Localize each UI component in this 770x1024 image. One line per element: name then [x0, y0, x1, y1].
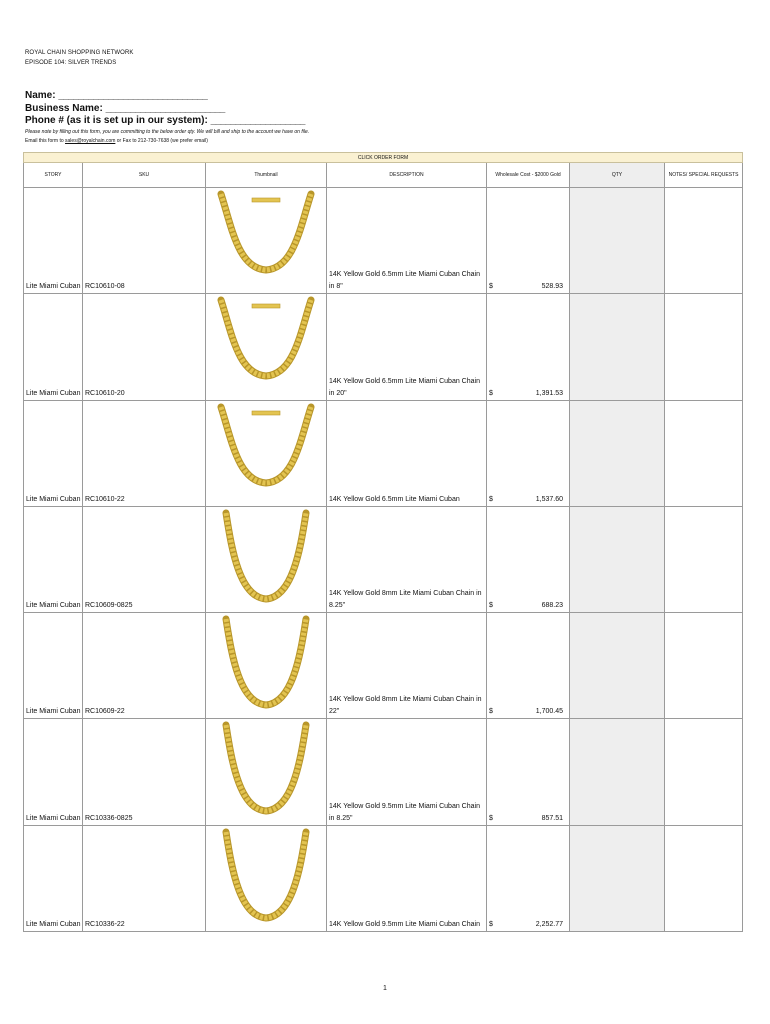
table-row	[24, 400, 743, 506]
currency-symbol: $	[489, 602, 493, 610]
chain-thumbnail-image	[206, 401, 327, 507]
chain-thumbnail-image	[206, 719, 327, 825]
thumbnail-cell	[206, 294, 327, 400]
business-name-blank[interactable]: ________________________	[105, 102, 225, 114]
sku-cell: RC10610-08	[83, 188, 206, 294]
qty-input-cell[interactable]	[570, 719, 665, 825]
story-cell: Lite Miami Cuban	[24, 400, 83, 506]
qty-input-cell[interactable]	[570, 188, 665, 294]
qty-input-cell[interactable]	[570, 613, 665, 719]
cost-value: 528.93	[541, 283, 563, 291]
currency-symbol: $	[489, 814, 493, 822]
description-cell: 14K Yellow Gold 6.5mm Lite Miami Cuban Chain in 20"	[327, 294, 487, 400]
phone-field[interactable]	[25, 115, 305, 128]
document-header	[25, 48, 133, 68]
table-title-row	[24, 153, 743, 163]
phone-blank[interactable]: ___________________	[210, 115, 305, 126]
description-cell: 14K Yellow Gold 6.5mm Lite Miami Cuban	[327, 400, 487, 506]
email-link[interactable]: sales@royalchain.com	[65, 138, 116, 144]
cost-value: 857.51	[541, 814, 563, 822]
cost-cell	[487, 294, 570, 400]
chain-thumbnail-image	[206, 188, 327, 294]
cost-cell	[487, 719, 570, 825]
currency-symbol: $	[489, 921, 493, 929]
page-number: 1	[383, 985, 387, 992]
notes-input-cell[interactable]	[665, 719, 743, 825]
thumbnail-cell	[206, 825, 327, 931]
notes-input-cell[interactable]	[665, 294, 743, 400]
order-instructions	[25, 128, 309, 146]
description-cell: 14K Yellow Gold 9.5mm Lite Miami Cuban Chain	[327, 825, 487, 931]
description-cell: 14K Yellow Gold 8mm Lite Miami Cuban Chain in 22"	[327, 613, 487, 719]
cost-cell	[487, 825, 570, 931]
thumbnail-cell	[206, 613, 327, 719]
email-prefix: Email this form to	[25, 138, 66, 144]
currency-symbol: $	[489, 495, 493, 503]
qty-input-cell[interactable]	[570, 400, 665, 506]
story-cell: Lite Miami Cuban	[24, 825, 83, 931]
qty-input-cell[interactable]	[570, 506, 665, 612]
sku-cell: RC10610-22	[83, 400, 206, 506]
column-header-sku: SKU	[83, 163, 206, 188]
chain-thumbnail-image	[206, 826, 327, 932]
thumbnail-cell	[206, 506, 327, 612]
thumbnail-cell	[206, 188, 327, 294]
description-cell: 14K Yellow Gold 6.5mm Lite Miami Cuban Chain in 8"	[327, 188, 487, 294]
cost-value: 688.23	[541, 602, 563, 610]
network-name: ROYAL CHAIN SHOPPING NETWORK	[25, 50, 134, 56]
bracelet-clasp-icon	[252, 304, 280, 308]
cost-cell	[487, 188, 570, 294]
thumbnail-cell	[206, 400, 327, 506]
cost-cell	[487, 506, 570, 612]
thumbnail-cell	[206, 719, 327, 825]
chain-thumbnail-image	[206, 507, 327, 613]
episode-title: EPISODE 104: SILVER TRENDS	[25, 60, 117, 66]
cost-value: 1,537.60	[535, 495, 563, 503]
email-instructions	[25, 137, 309, 146]
commitment-note: Please note by filling out this form, you are committing to the below order qty. We will bill and ship to the account we have on file.	[25, 129, 310, 135]
notes-input-cell[interactable]	[665, 506, 743, 612]
currency-symbol: $	[489, 708, 493, 716]
name-field[interactable]	[25, 90, 305, 103]
cost-cell	[487, 613, 570, 719]
chain-thumbnail-image	[206, 294, 327, 400]
table-header-row	[24, 163, 743, 188]
notes-input-cell[interactable]	[665, 613, 743, 719]
sku-cell: RC10610-20	[83, 294, 206, 400]
cost-value: 1,391.53	[535, 389, 563, 397]
column-header-description: DESCRIPTION	[327, 163, 487, 188]
story-cell: Lite Miami Cuban	[24, 506, 83, 612]
email-suffix: or Fax to 212-730-7638 (we prefer email)	[115, 138, 208, 144]
order-table	[23, 152, 743, 932]
description-cell: 14K Yellow Gold 9.5mm Lite Miami Cuban Chain in 8.25"	[327, 719, 487, 825]
sku-cell: RC10609-22	[83, 613, 206, 719]
column-header-cost: Wholesale Cost - $2000 Gold	[487, 163, 570, 188]
sku-cell: RC10336-0825	[83, 719, 206, 825]
column-header-story: STORY	[24, 163, 83, 188]
qty-input-cell[interactable]	[570, 294, 665, 400]
currency-symbol: $	[489, 389, 493, 397]
sku-cell: RC10336-22	[83, 825, 206, 931]
table-title: CLICK ORDER FORM	[24, 153, 743, 163]
table-row	[24, 188, 743, 294]
customer-info-form	[25, 90, 305, 128]
bracelet-clasp-icon	[252, 198, 280, 202]
cost-value: 2,252.77	[535, 921, 563, 929]
notes-input-cell[interactable]	[665, 400, 743, 506]
table-row	[24, 506, 743, 612]
table-row	[24, 719, 743, 825]
bracelet-clasp-icon	[252, 411, 280, 415]
column-header-thumbnail: Thumbnail	[206, 163, 327, 188]
currency-symbol: $	[489, 283, 493, 291]
business-name-field[interactable]	[25, 103, 305, 116]
name-blank[interactable]: ______________________________	[58, 90, 208, 101]
description-cell: 14K Yellow Gold 8mm Lite Miami Cuban Chain in 8.25"	[327, 506, 487, 612]
notes-input-cell[interactable]	[665, 188, 743, 294]
name-label: Name:	[25, 90, 59, 101]
story-cell: Lite Miami Cuban	[24, 719, 83, 825]
story-cell: Lite Miami Cuban	[24, 188, 83, 294]
story-cell: Lite Miami Cuban	[24, 294, 83, 400]
column-header-qty: QTY	[570, 163, 665, 188]
chain-thumbnail-image	[206, 613, 327, 719]
cost-value: 1,700.45	[535, 708, 563, 716]
phone-label: Phone # (as it is set up in our system):	[25, 115, 211, 126]
column-header-notes: NOTES/ SPECIAL REQUESTS	[665, 163, 743, 188]
qty-input-cell[interactable]	[570, 825, 665, 931]
story-cell: Lite Miami Cuban	[24, 613, 83, 719]
sku-cell: RC10609-0825	[83, 506, 206, 612]
business-name-label: Business Name:	[25, 102, 106, 114]
table-row	[24, 294, 743, 400]
table-row	[24, 825, 743, 931]
cost-cell	[487, 400, 570, 506]
notes-input-cell[interactable]	[665, 825, 743, 931]
table-row	[24, 613, 743, 719]
